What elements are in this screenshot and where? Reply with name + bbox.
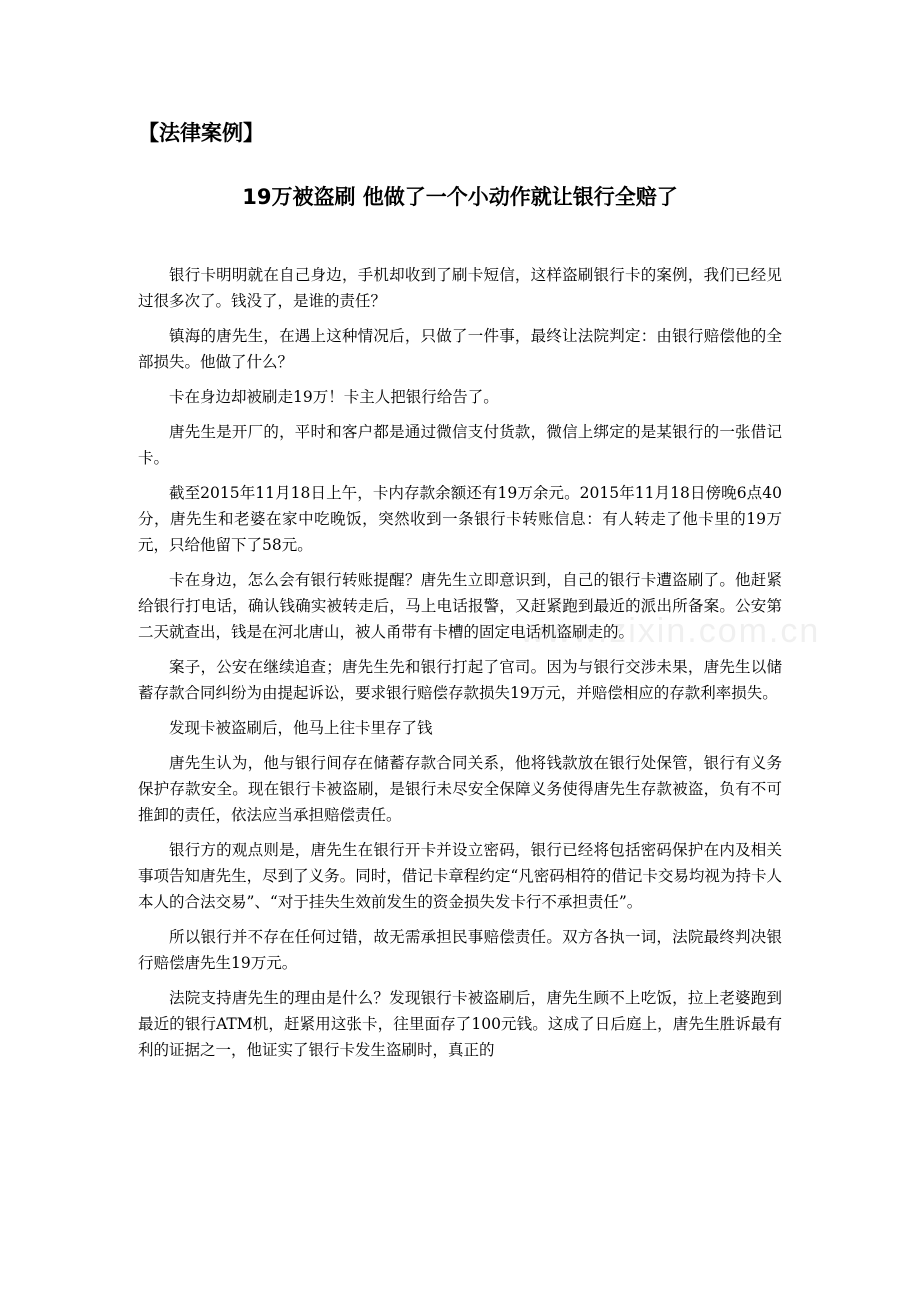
paragraph: 银行卡明明就在自己身边，手机却收到了刷卡短信，这样盗刷银行卡的案例，我们已经见过很多次了。钱没了，是谁的责任？ (138, 266, 782, 310)
paragraph: 唐先生认为，他与银行间存在储蓄存款合同关系，他将钱款放在银行处保管，银行有义务保护存款安全。现在银行卡被盗刷，是银行未尽安全保障义务使得唐先生存款被盗，负有不可推卸的责任，依法应当承担赔偿责任。 (138, 754, 782, 824)
document-category: 【法律案例】 (138, 121, 264, 145)
article-title: 19万被盗刷 他做了一个小动作就让银行全赔了 (242, 185, 678, 209)
subheading-paragraph: 发现卡被盗刷后，他马上往卡里存了钱 (169, 719, 433, 737)
paragraph: 镇海的唐先生，在遇上这种情况后，只做了一件事，最终让法院判定：由银行赔偿他的全部损失。他做了什么？ (138, 327, 782, 371)
paragraph: 案子，公安在继续追查；唐先生先和银行打起了官司。因为与银行交涉未果，唐先生以储蓄存款合同纠纷为由提起诉讼，要求银行赔偿存款损失19万元，并赔偿相应的存款利率损失。 (138, 658, 782, 702)
article-body (138, 262, 782, 1072)
paragraph: 银行方的观点则是，唐先生在银行开卡并设立密码，银行已经将包括密码保护在内及相关事项告知唐先生，尽到了义务。同时，借记卡章程约定“凡密码相符的借记卡交易均视为持卡人本人的合法交易”、“对于挂失生效前发生的资金损失发卡行不承担责任”。 (138, 841, 782, 911)
paragraph: 截至2015年11月18日上午，卡内存款余额还有19万余元。2015年11月18日傍晚6点40分，唐先生和老婆在家中吃晚饭，突然收到一条银行卡转账信息：有人转走了他卡里的19万元，只给他留下了58元。 (138, 484, 782, 554)
paragraph: 法院支持唐先生的理由是什么？发现银行卡被盗刷后，唐先生顾不上吃饭，拉上老婆跑到最近的银行ATM机，赶紧用这张卡，往里面存了100元钱。这成了日后庭上，唐先生胜诉最有利的证据之一，他证实了银行卡发生盗刷时，真正的 (138, 989, 782, 1059)
watermark: www.zixin.com.cn (520, 612, 821, 650)
paragraph: 唐先生是开厂的，平时和客户都是通过微信支付货款，微信上绑定的是某银行的一张借记卡。 (138, 423, 782, 467)
paragraph: 所以银行并不存在任何过错，故无需承担民事赔偿责任。双方各执一词，法院最终判决银行赔偿唐先生19万元。 (138, 928, 782, 972)
paragraph: 卡在身边却被刷走19万！卡主人把银行给告了。 (169, 388, 499, 406)
paragraph: 卡在身边，怎么会有银行转账提醒？唐先生立即意识到，自己的银行卡遭盗刷了。他赶紧给银行打电话，确认钱确实被转走后，马上电话报警，又赶紧跑到最近的派出所备案。公安第二天就查出，钱是在河北唐山，被人甬带有卡槽的固定电话机盗刷走的。 (138, 571, 782, 641)
